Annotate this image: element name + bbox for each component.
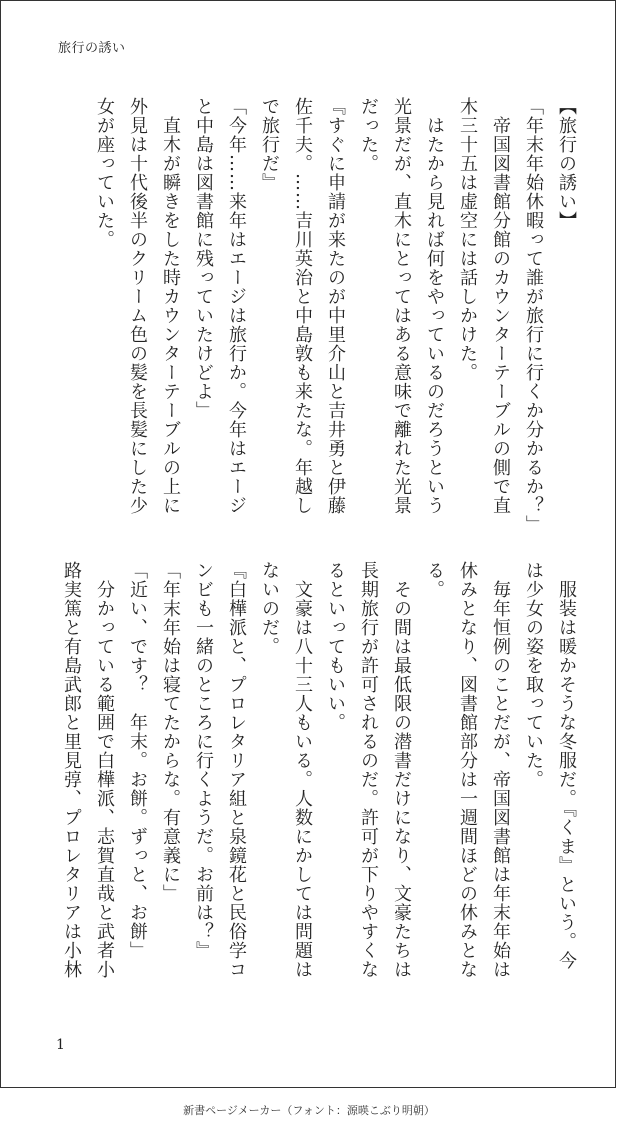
text-line: で旅行だ』 [259, 97, 280, 192]
text-line: は少女の姿を取っていた。 [523, 561, 544, 789]
text-line: 文豪は八十三人もいる。人数にかしては問題は [292, 561, 313, 979]
text-line: 路実篤と有島武郎と里見弴、プロレタリアは小林 [61, 561, 82, 979]
text-line: 「年末年始は寝てたからな。有意義に」 [160, 561, 181, 903]
text-line: ンビも一緒のところに行くようだ。お前は？』 [193, 561, 214, 960]
text-line: その間は最低限の潜書だけになり、文豪たちは [391, 561, 412, 979]
text-line: 【旅行の誘い】 [556, 97, 577, 230]
text-line: 「近い、です？ 年末。お餅。ずっと、お餅」 [127, 561, 148, 960]
text-line: 「今年……来年はエージは旅行か。今年はエージ [226, 97, 247, 515]
text-line: ないのだ。 [259, 561, 280, 656]
text-line: 『白樺派と、プロレタリア組と泉鏡花と民俗学コ [226, 561, 247, 979]
text-line: 女が座っていた。 [94, 97, 115, 249]
text-line: 休みとなり、図書館部分は一週間ほどの休みとな [457, 561, 478, 979]
text-line: る。 [424, 561, 445, 599]
page-number: 1 [56, 1037, 65, 1053]
text-line: はたから見れば何をやっているのだろうという [424, 97, 445, 515]
text-line: るといってもいい。 [325, 561, 346, 732]
text-line: 毎年恒例のことだが、帝国図書館は年末年始は [490, 561, 511, 979]
text-line: と中島は図書館に残っていたけどよ」 [193, 97, 214, 420]
text-line: 直木が瞬きをした時カウンターテーブルの上に [160, 97, 181, 515]
text-line: 分かっている範囲で白樺派、志賀直哉と武者小 [94, 561, 115, 979]
footer-caption: 新書ページメーカー（フォント：源暎こぶり明朝） [183, 1104, 435, 1117]
text-line: 長期旅行が許可されるのだ。許可が下りやすくな [358, 561, 379, 979]
text-line: 佐千夫。……吉川英治と中島敦も来たな。年越し [292, 97, 313, 515]
text-line: 「年末年始休暇って誰が旅行に行くか分かるか？」 [523, 97, 544, 534]
text-line: だった。 [358, 97, 379, 173]
upper-text-block [53, 97, 583, 534]
text-line: 光景だが、直木にとってはある意味で離れた光景 [391, 97, 412, 515]
running-title: 旅行の誘い [58, 41, 126, 56]
text-line: 『すぐに申請が来たのが中里介山と吉井勇と伊藤 [325, 97, 346, 515]
text-line: 帝国図書館分館のカウンターテーブルの側で直 [490, 97, 511, 515]
lower-text-block [53, 561, 583, 991]
text-line: 服装は暖かそうな冬服だ。『くま』という。今 [556, 561, 577, 970]
text-line: 外見は十代後半のクリーム色の髪を長髪にした少 [127, 97, 148, 515]
text-line: 木三十五は虚空には話しかけた。 [457, 97, 478, 382]
